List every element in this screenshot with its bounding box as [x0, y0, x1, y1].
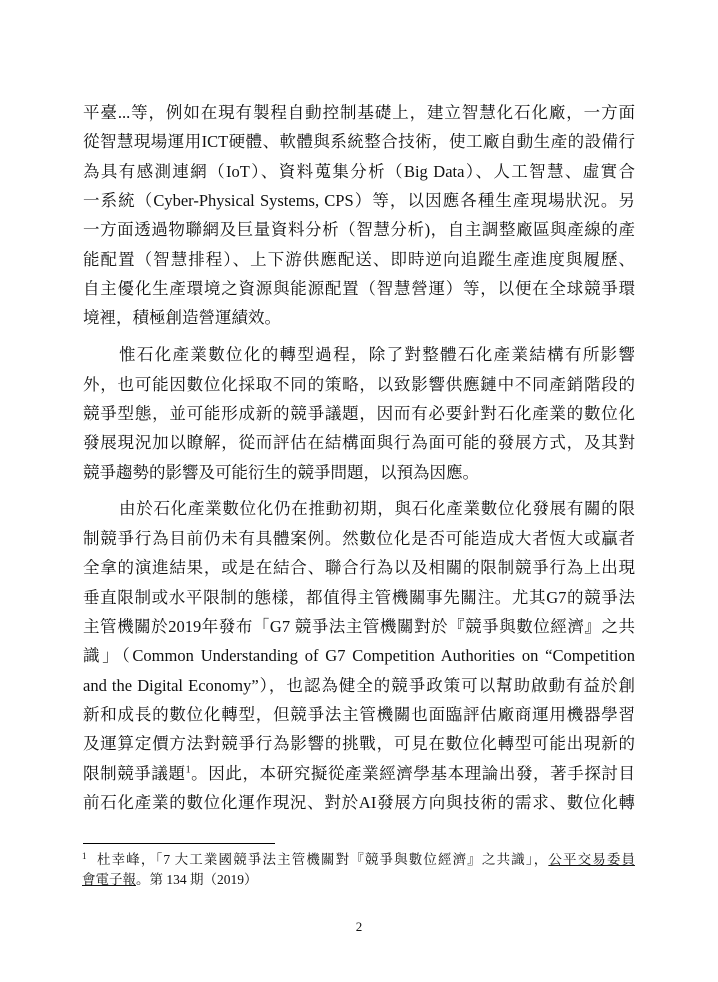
body-text-line: 垂直限制或水平限制的態樣，都值得主管機關事先關注。尤其G7的競爭法	[83, 587, 635, 607]
body-text-line: 為具有感測連網（IoT）、資料蒐集分析（Big Data）、人工智慧、虛實合	[83, 161, 635, 181]
body-text-line	[83, 759, 635, 788]
body-text-line: 自主優化生產環境之資源與能源配置（智慧營運）等，以便在全球競爭環	[83, 279, 635, 299]
body-text-line: 識」（Common Understanding of G7 Competition Authorities on “Competition	[83, 646, 635, 666]
body-text-line: 從智慧現場運用ICT硬體、軟體與系統整合技術，使工廠自動生產的設備行	[83, 132, 635, 152]
body-text-line: 境裡，積極創造營運績效。	[83, 308, 281, 328]
footnote-citation: 杜幸峰，「7 大工業國競爭法主管機關對『競爭與數位經濟』之共識」，	[97, 852, 549, 867]
body-text-line: and the Digital Economy”），也認為健全的競爭政策可以幫助啟動有益於創	[83, 675, 635, 695]
footnote-citation: 。第 134 期（2019）	[136, 872, 258, 887]
body-text-line: 競爭趨勢的影響及可能衍生的競爭問題，以預為因應。	[83, 462, 479, 482]
footnote-ref: 1	[185, 764, 191, 776]
body-text-line: 一方面透過物聯網及巨量資料分析（智慧分析)，自主調整廠區與產線的產	[83, 220, 635, 240]
body-text-line: 惟石化產業數位化的轉型過程，除了對整體石化產業結構有所影響	[119, 345, 635, 365]
body-text	[83, 98, 635, 817]
footnote-line	[82, 870, 635, 890]
body-text-line: 前石化產業的數位化運作現況、對於AI發展方向與技術的需求、數位化轉	[83, 792, 635, 812]
footnote-source-title: 公平交易委員	[548, 852, 636, 867]
line-segment: 限制競爭議題	[83, 763, 186, 783]
paragraph	[83, 98, 635, 333]
paragraph	[83, 340, 635, 487]
paragraph	[83, 494, 635, 817]
footnote-marker: 1	[82, 851, 87, 861]
body-text-line: 制競爭行為目前仍未有具體案例。然數位化是否可能造成大者恆大或贏者	[83, 528, 635, 548]
footnote-source-title: 會電子報	[82, 872, 136, 887]
line-segment: 。因此，本研究擬從產業經濟學基本理論出發，著手探討目	[190, 763, 635, 783]
footnote	[82, 850, 635, 890]
body-text-line: 全拿的演進結果，或是在結合、聯合行為以及相關的限制競爭行為上出現	[83, 558, 635, 578]
page-number: 2	[355, 919, 363, 934]
body-text-line: 外，也可能因數位化採取不同的策略，以致影響供應鏈中不同產銷階段的	[83, 374, 635, 394]
body-text-line: 新和成長的數位化轉型，但競爭法主管機關也面臨評估廠商運用機器學習	[83, 704, 635, 724]
body-text-line: 發展現況加以瞭解，從而評估在結構面與行為面可能的發展方式，及其對	[83, 433, 635, 453]
body-text-line: 一系統（Cyber-Physical Systems, CPS）等，以因應各種生產現場狀況。另	[83, 191, 635, 211]
body-text-line: 主管機關於2019年發布「G7 競爭法主管機關對於『競爭與數位經濟』之共	[83, 616, 635, 636]
body-text-line: 平臺...等，例如在現有製程自動控制基礎上，建立智慧化石化廠，一方面	[83, 103, 635, 122]
body-text-line: 競爭型態，並可能形成新的競爭議題，因而有必要針對石化產業的數位化	[83, 403, 635, 423]
footnote-line	[82, 850, 635, 870]
body-text-line: 能配置（智慧排程）、上下游供應配送、即時逆向追蹤生產進度與履歷、	[83, 249, 635, 269]
body-text-line: 及運算定價方法對競爭行為影響的挑戰，可見在數位化轉型可能出現新的	[83, 734, 635, 754]
footnote-separator	[83, 843, 275, 844]
body-text-line: 由於石化產業數位化仍在推動初期，與石化產業數位化發展有關的限	[119, 499, 635, 519]
footnote-text	[97, 850, 635, 870]
